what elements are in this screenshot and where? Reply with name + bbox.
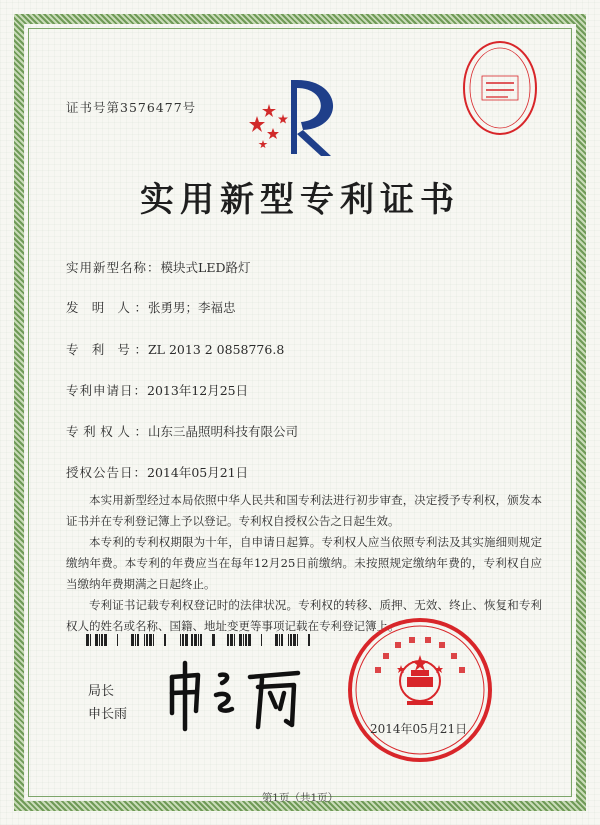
body-paragraph: 专利证书记载专利权登记时的法律状况。专利权的转移、质押、无效、终止、恢复和专利权人的姓名或名称、国籍、地址变更等事项记载在专利登记簿上。	[66, 598, 542, 633]
field-label: 授权公告日：	[66, 465, 148, 480]
field-label: 专利申请日：	[66, 383, 148, 398]
director-name: 申长雨	[88, 707, 128, 722]
announcement-date	[66, 463, 248, 481]
utility-model-name	[66, 258, 250, 276]
field-label: 实用新型名称：	[66, 260, 161, 275]
field-value: ZL 2013 2 0858776.8	[148, 342, 285, 357]
certificate-number: 证书号第3576477号	[66, 100, 197, 115]
field-value: 模块式LED路灯	[160, 260, 251, 275]
certificate-title: 实用新型专利证书	[140, 180, 460, 220]
seal-date: 2014年05月21日	[370, 722, 468, 736]
barcode-icon	[86, 634, 322, 646]
patentee	[66, 422, 298, 440]
director-title: 局长	[88, 684, 115, 699]
field-value: 2014年05月21日	[147, 465, 249, 480]
field-label: 发 明 人：	[66, 300, 148, 315]
filing-date	[66, 381, 248, 399]
body-paragraph: 本实用新型经过本局依照中华人民共和国专利法进行初步审查，决定授予专利权，颁发本证书并在专利登记簿上予以登记。专利权自授权公告之日起生效。	[66, 493, 542, 528]
copy-stamp-icon	[460, 38, 540, 138]
handwritten-signature-icon	[158, 655, 308, 735]
patent-number	[66, 340, 284, 358]
field-value: 2013年12月25日	[147, 383, 249, 398]
body-paragraph: 本专利的专利权期限为十年，自申请日起算。专利权人应当依照专利法及其实施细则规定缴纳年费。本专利的年费应当在每年12月25日前缴纳。未按照规定缴纳年费的，专利权自应当缴纳年费期满之日起终止。	[66, 535, 542, 591]
page-footer: 第1页（共1页）	[261, 792, 339, 804]
field-value: 张勇男；李福忠	[148, 300, 236, 315]
field-label: 专利权人：	[66, 424, 148, 439]
field-label: 专 利 号：	[66, 342, 148, 357]
national-ipa-seal-icon	[345, 615, 495, 765]
inventor	[66, 298, 236, 316]
field-value: 山东三晶照明科技有限公司	[148, 424, 299, 439]
sipo-logo-icon	[245, 70, 355, 160]
